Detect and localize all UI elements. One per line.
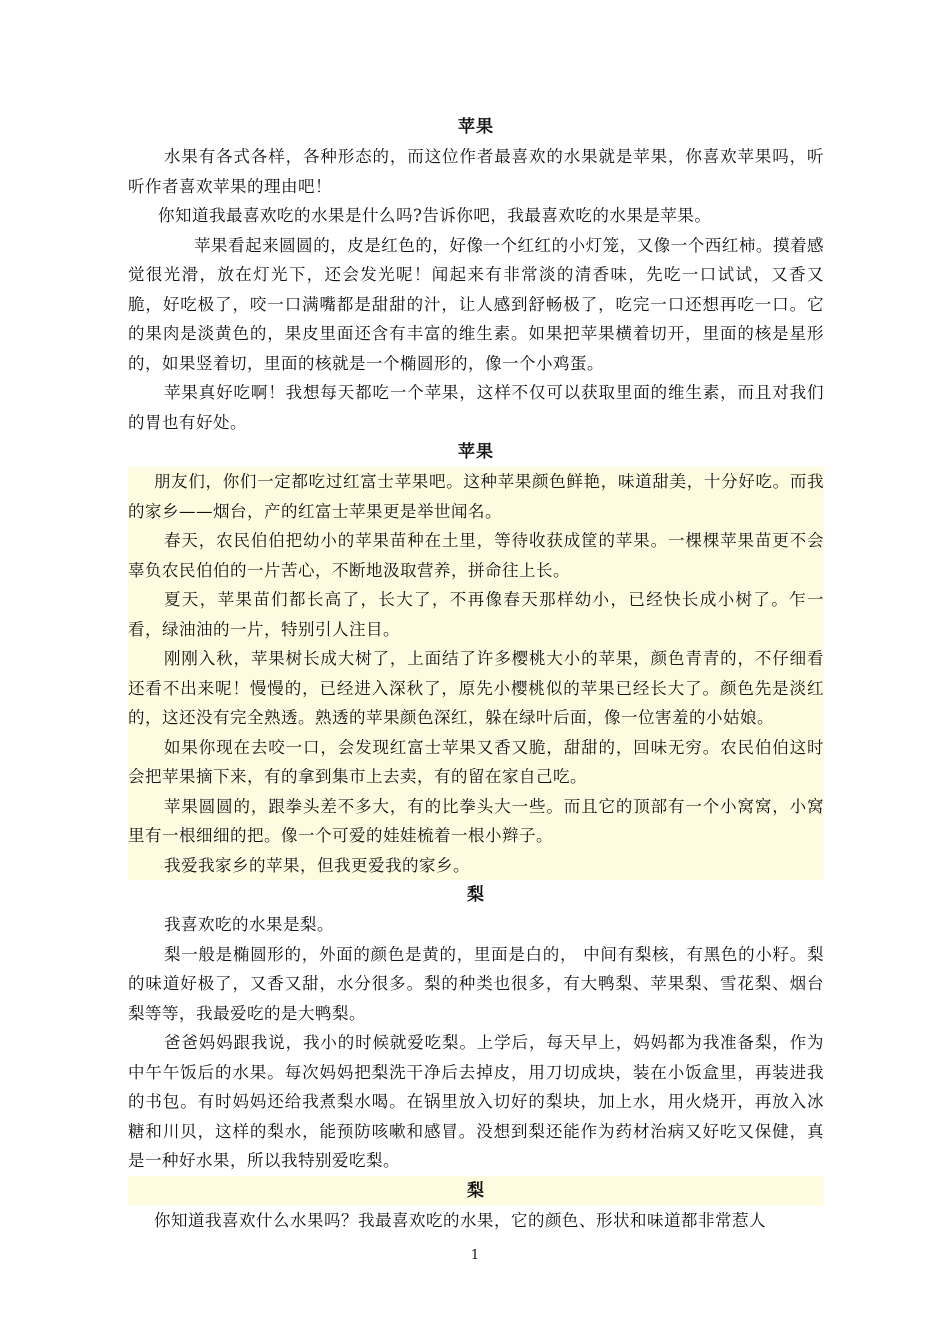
highlighted-section [128, 467, 824, 880]
paragraph: 水果有各式各样，各种形态的，而这位作者最喜欢的水果就是苹果，你喜欢苹果吗，听听作者喜欢苹果的理由吧！ [128, 147, 824, 196]
document-body [128, 112, 824, 1235]
section-title-pear-2: 梨 [128, 1176, 824, 1206]
paragraph: 刚刚入秋，苹果树长成大树了，上面结了许多樱桃大小的苹果，颜色青青的，不仔细看还看不出来呢！慢慢的，已经进入深秋了，原先小樱桃似的苹果已经长大了。颜色先是淡红的，这还没有完全熟透。熟透的苹果颜色深红，躲在绿叶后面，像一位害羞的小姑娘。 [128, 649, 824, 727]
section-title-apple-2: 苹果 [458, 442, 494, 462]
paragraph: 爸爸妈妈跟我说，我小的时候就爱吃梨。上学后，每天早上，妈妈都为我准备梨，作为中午午饭后的水果。每次妈妈把梨洗干净后去掉皮，用刀切成块，装在小饭盒里，再装进我的书包。有时妈妈还给我煮梨水喝。在锅里放入切好的梨块，加上水，用火烧开，再放入冰糖和川贝，这样的梨水，能预防咳嗽和感冒。没想到梨还能作为药材治病又好吃又保健，真是一种好水果，所以我特别爱吃梨。 [128, 1033, 824, 1170]
section-title-pear-1: 梨 [467, 885, 485, 905]
paragraph: 你知道我喜欢什么水果吗？我最喜欢吃的水果，它的颜色、形状和味道都非常惹人 [154, 1210, 766, 1230]
paragraph: 春天，农民伯伯把幼小的苹果苗种在土里，等待收获成筐的苹果。一棵棵苹果苗更不会辜负农民伯伯的一片苦心，不断地汲取营养，拼命往上长。 [128, 531, 824, 580]
page-number: 1 [470, 1248, 480, 1263]
section-title-apple-1: 苹果 [458, 117, 494, 137]
paragraph: 夏天，苹果苗们都长高了，长大了，不再像春天那样幼小，已经快长成小树了。乍一看，绿油油的一片，特别引人注目。 [128, 590, 824, 639]
paragraph: 苹果真好吃啊！我想每天都吃一个苹果，这样不仅可以获取里面的维生素，而且对我们的胃也有好处。 [128, 383, 824, 432]
paragraph: 你知道我最喜欢吃的水果是什么吗?告诉你吧，我最喜欢吃的水果是苹果。 [158, 206, 712, 225]
paragraph: 朋友们，你们一定都吃过红富士苹果吧。这种苹果颜色鲜艳，味道甜美，十分好吃。而我的家乡——烟台，产的红富士苹果更是举世闻名。 [128, 472, 824, 521]
paragraph: 我喜欢吃的水果是梨。 [164, 915, 334, 934]
paragraph: 如果你现在去咬一口，会发现红富士苹果又香又脆，甜甜的，回味无穷。农民伯伯这时会把苹果摘下来，有的拿到集市上去卖，有的留在家自己吃。 [128, 737, 824, 786]
paragraph: 苹果圆圆的，跟拳头差不多大，有的比拳头大一些。而且它的顶部有一个小窝窝，小窝里有一根细细的把。像一个可爱的娃娃梳着一根小辫子。 [128, 796, 824, 845]
paragraph: 我爱我家乡的苹果，但我更爱我的家乡。 [164, 855, 470, 875]
paragraph: 苹果看起来圆圆的，皮是红色的，好像一个红红的小灯笼，又像一个西红柿。摸着感觉很光滑，放在灯光下，还会发光呢！闻起来有非常淡的清香味，先吃一口试试，又香又脆，好吃极了，咬一口满嘴都是甜甜的汁，让人感到舒畅极了，吃完一口还想再吃一口。它的果肉是淡黄色的，果皮里面还含有丰富的维生素。如果把苹果横着切开，里面的核是星形的，如果竖着切，里面的核就是一个椭圆形的，像一个小鸡蛋。 [128, 235, 824, 373]
paragraph: 梨一般是椭圆形的，外面的颜色是黄的，里面是白的， 中间有梨核，有黑色的小籽。梨的味道好极了，又香又甜，水分很多。梨的种类也很多，有大鸭梨、苹果梨、雪花梨、烟台梨等等，我最爱吃的是大鸭梨。 [128, 944, 824, 1023]
